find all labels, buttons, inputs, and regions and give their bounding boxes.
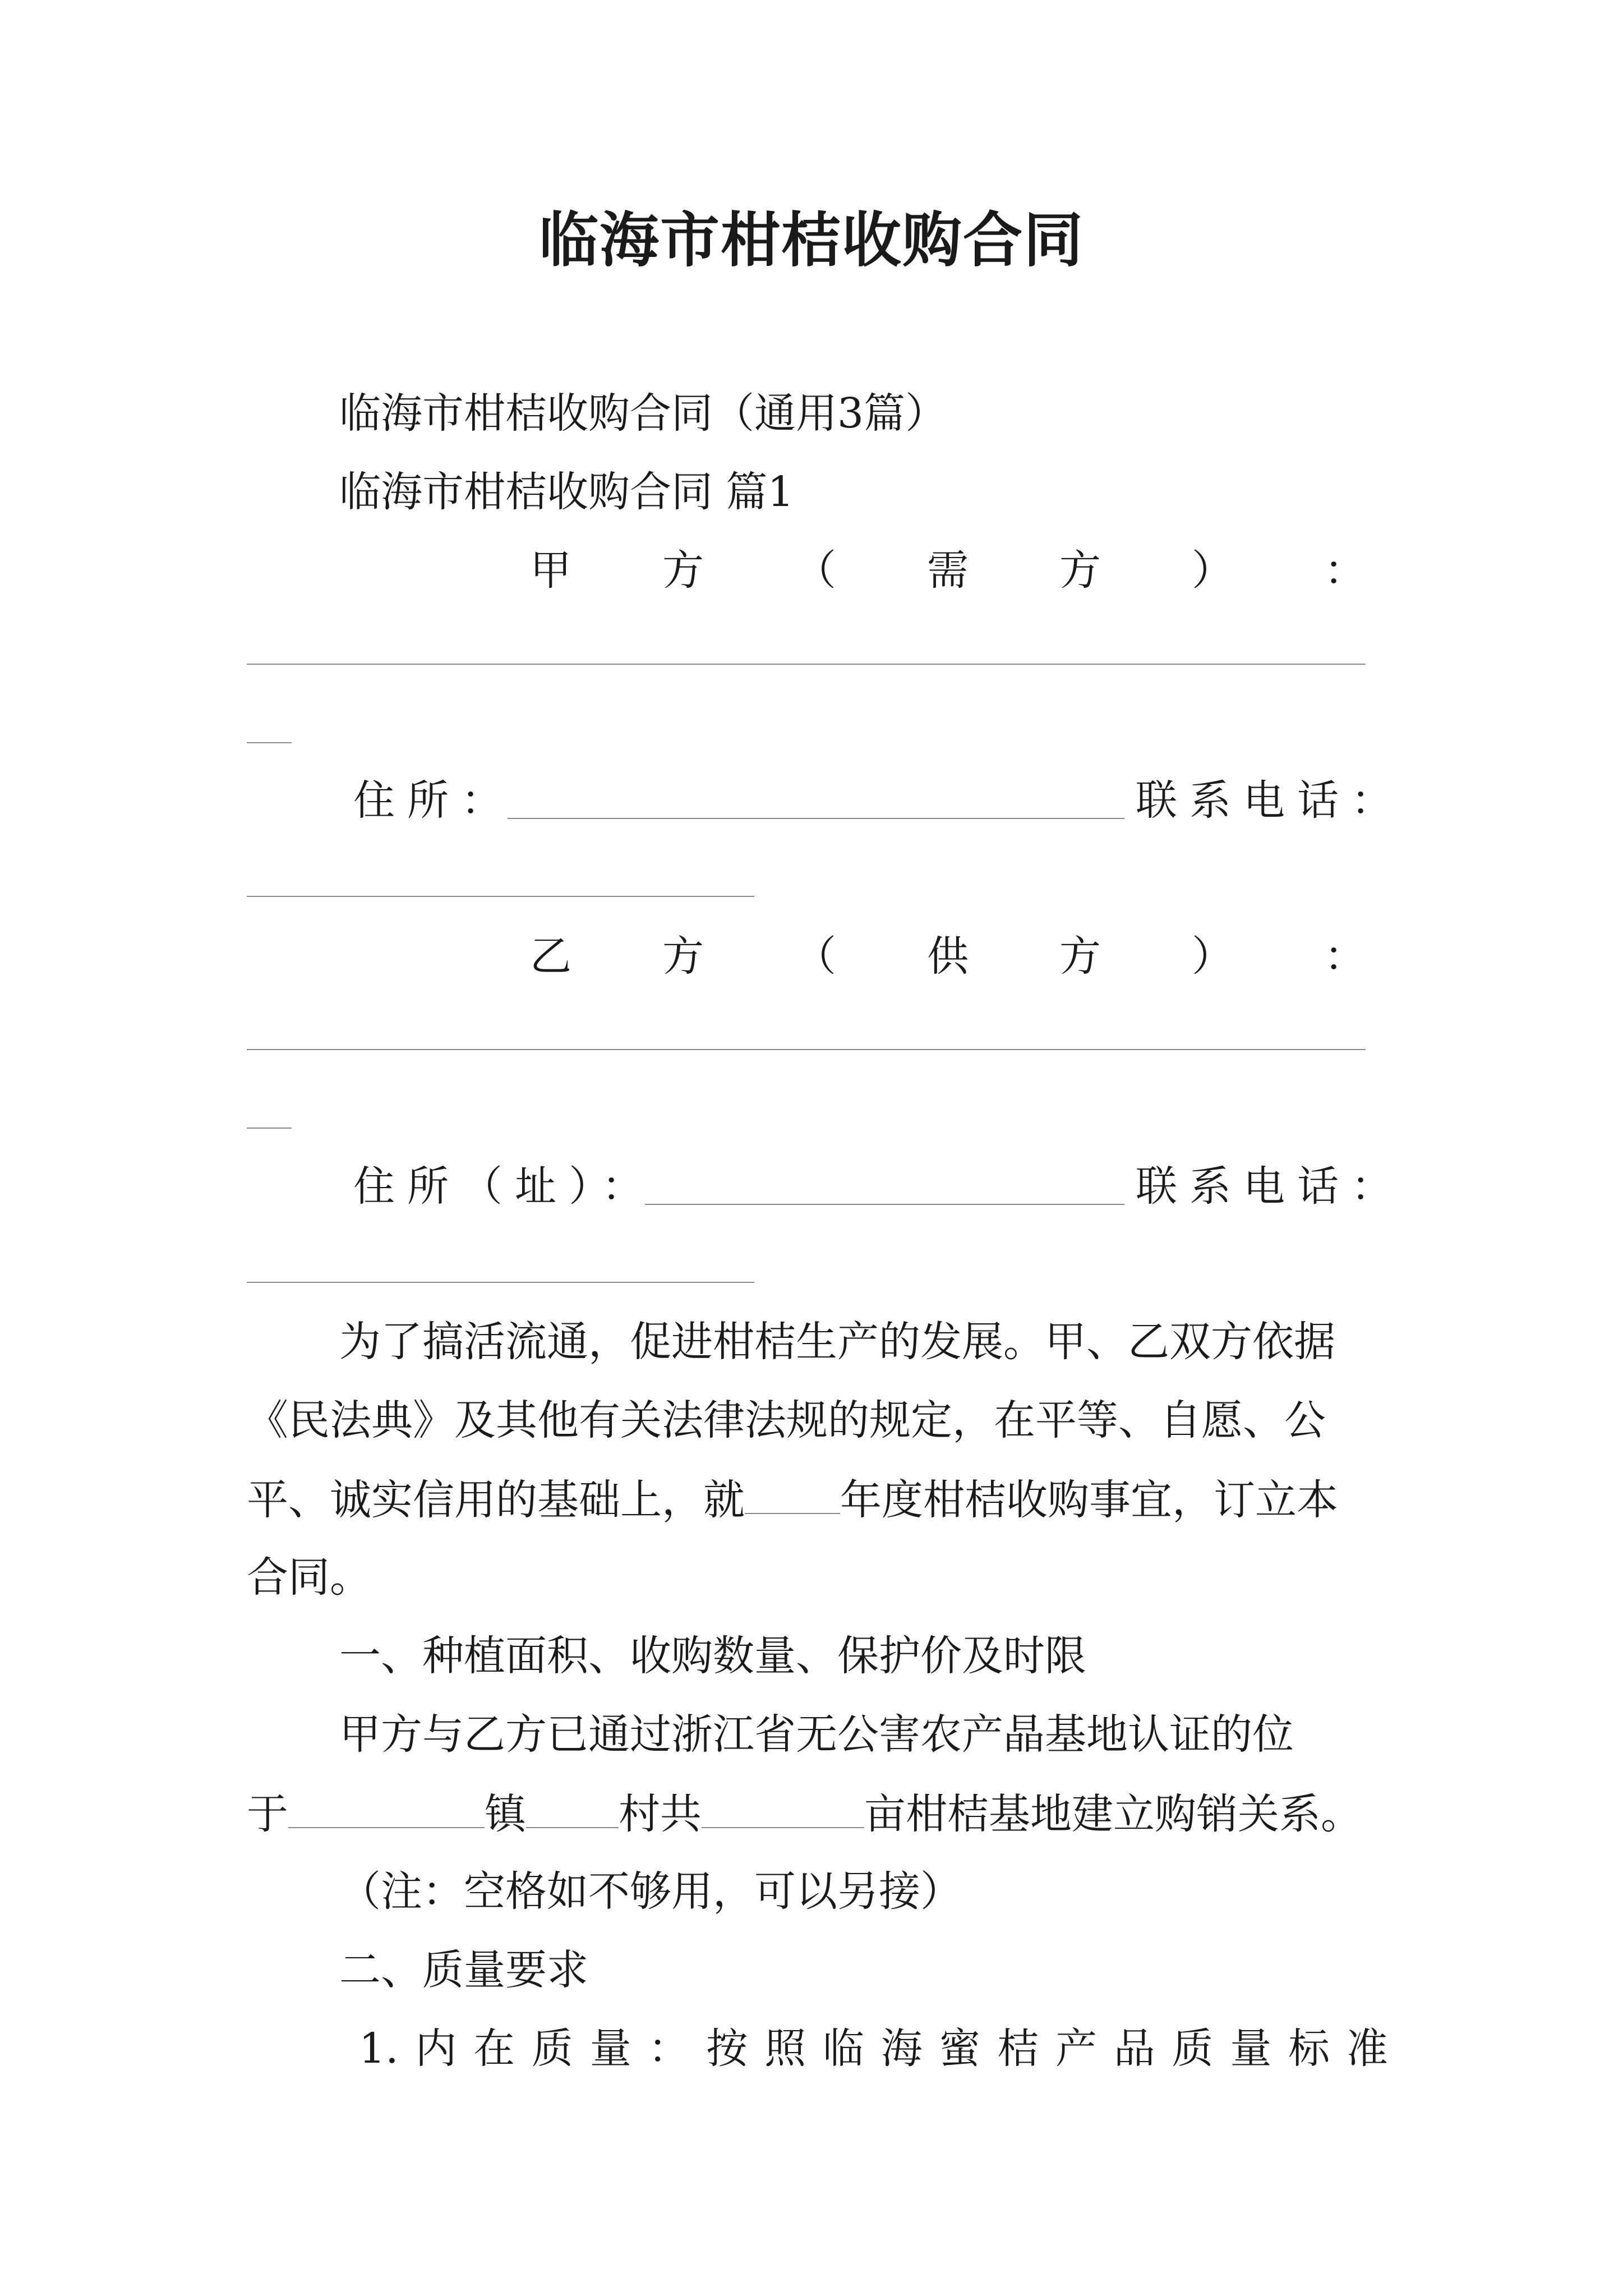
clause-2-item-1-char-15: 量 xyxy=(1230,2024,1272,2073)
clause-2-item-1-char-14: 质 xyxy=(1172,2024,1214,2073)
clause-2-item-1-char-10: 蜜 xyxy=(939,2024,981,2073)
intro-line-3-end: 年度柑桔收购事宜，订立本 xyxy=(840,1476,1338,1524)
party-a-phone-label: 联系电话： xyxy=(1136,776,1405,825)
party-a-label-char-1: 方 xyxy=(662,546,704,595)
clause-1-line-2-c: 村共 xyxy=(619,1790,702,1838)
clause-2-item-1-char-9: 海 xyxy=(880,2024,923,2073)
clause-2-item-1-char-4: 量 xyxy=(589,2024,631,2073)
village-blank xyxy=(526,1792,619,1828)
party-b-label-char-3: 供 xyxy=(927,932,969,981)
party-a-address-label: 住所： xyxy=(353,776,515,825)
intro-line-3 xyxy=(247,1476,1338,1524)
party-b-label-char-1: 方 xyxy=(662,932,704,981)
clause-2-item-1 xyxy=(359,2024,1388,2073)
party-a-label xyxy=(530,546,1366,595)
intro-line-4: 合同。 xyxy=(247,1553,371,1602)
party-a-label-char-5: ） xyxy=(1192,546,1233,595)
clause-2-item-1-char-5: ： xyxy=(648,2024,690,2073)
clause-2-heading: 二、质量要求 xyxy=(339,1946,588,1994)
clause-2-item-1-char-1: 内 xyxy=(415,2024,457,2073)
party-b-address-label: 住所（址）： xyxy=(353,1162,656,1211)
party-a-phone-blank xyxy=(247,896,754,897)
party-a-name-blank xyxy=(247,664,1366,665)
clause-2-item-1-char-17: 准 xyxy=(1346,2024,1388,2073)
clause-1-line-2 xyxy=(247,1790,1362,1838)
clause-1-note: （注：空格如不够用，可以另接） xyxy=(339,1867,962,1916)
clause-2-item-1-char-3: 质 xyxy=(531,2024,573,2073)
clause-1-line-2-a: 于 xyxy=(247,1790,288,1838)
clause-2-item-1-char-7: 照 xyxy=(764,2024,806,2073)
party-b-phone-blank xyxy=(247,1282,754,1283)
party-b-label xyxy=(530,932,1366,981)
clause-2-item-1-char-12: 产 xyxy=(1055,2024,1097,2073)
party-a-label-char-4: 方 xyxy=(1059,546,1101,595)
intro-line-1: 为了搞活流通，促进柑桔生产的发展。甲、乙双方依据 xyxy=(339,1318,1335,1366)
town-blank xyxy=(288,1792,485,1828)
intro-line-2: 《民法典》及其他有关法律法规的规定，在平等、自愿、公 xyxy=(247,1396,1326,1444)
party-b-label-char-4: 方 xyxy=(1059,932,1101,981)
clause-1-line-2-b: 镇 xyxy=(485,1790,526,1838)
party-b-label-char-6: ： xyxy=(1324,932,1366,981)
contract-year-blank xyxy=(745,1478,840,1514)
document-subtitle: 临海市柑桔收购合同（通用3篇） xyxy=(339,389,947,438)
clause-2-item-1-char-0: 1. xyxy=(359,2024,399,2073)
clause-1-line-2-d: 亩柑桔基地建立购销关系。 xyxy=(864,1790,1362,1838)
clause-2-item-1-char-11: 桔 xyxy=(997,2024,1039,2073)
party-b-address-blank xyxy=(645,1204,1124,1205)
party-a-label-char-6: ： xyxy=(1324,546,1366,595)
acreage-blank xyxy=(702,1792,864,1828)
party-b-name-blank xyxy=(247,1049,1366,1050)
party-b-name-blank-continued xyxy=(247,1128,292,1129)
clause-2-item-1-char-13: 品 xyxy=(1113,2024,1155,2073)
party-a-label-char-0: 甲 xyxy=(530,546,571,595)
party-a-address-blank xyxy=(508,818,1124,819)
party-b-phone-label: 联系电话： xyxy=(1136,1162,1405,1211)
party-b-label-char-5: ） xyxy=(1192,932,1233,981)
clause-2-item-1-char-16: 标 xyxy=(1288,2024,1330,2073)
party-a-label-char-3: 需 xyxy=(927,546,969,595)
party-b-label-char-0: 乙 xyxy=(530,932,571,981)
party-b-label-char-2: （ xyxy=(795,932,836,981)
clause-1-line-1: 甲方与乙方已通过浙江省无公害农产晶基地认证的位 xyxy=(339,1710,1294,1759)
intro-line-3-start: 平、诚实信用的基础上，就 xyxy=(247,1476,745,1524)
clause-2-item-1-char-8: 临 xyxy=(822,2024,864,2073)
clause-1-heading: 一、种植面积、收购数量、保护价及时限 xyxy=(339,1632,1086,1680)
clause-2-item-1-char-6: 按 xyxy=(706,2024,748,2073)
section-heading: 临海市柑桔收购合同 篇1 xyxy=(339,468,794,516)
party-a-label-char-2: （ xyxy=(795,546,836,595)
document-title: 临海市柑桔收购合同 xyxy=(539,205,1084,275)
party-a-name-blank-continued xyxy=(247,742,292,743)
clause-2-item-1-char-2: 在 xyxy=(473,2024,515,2073)
